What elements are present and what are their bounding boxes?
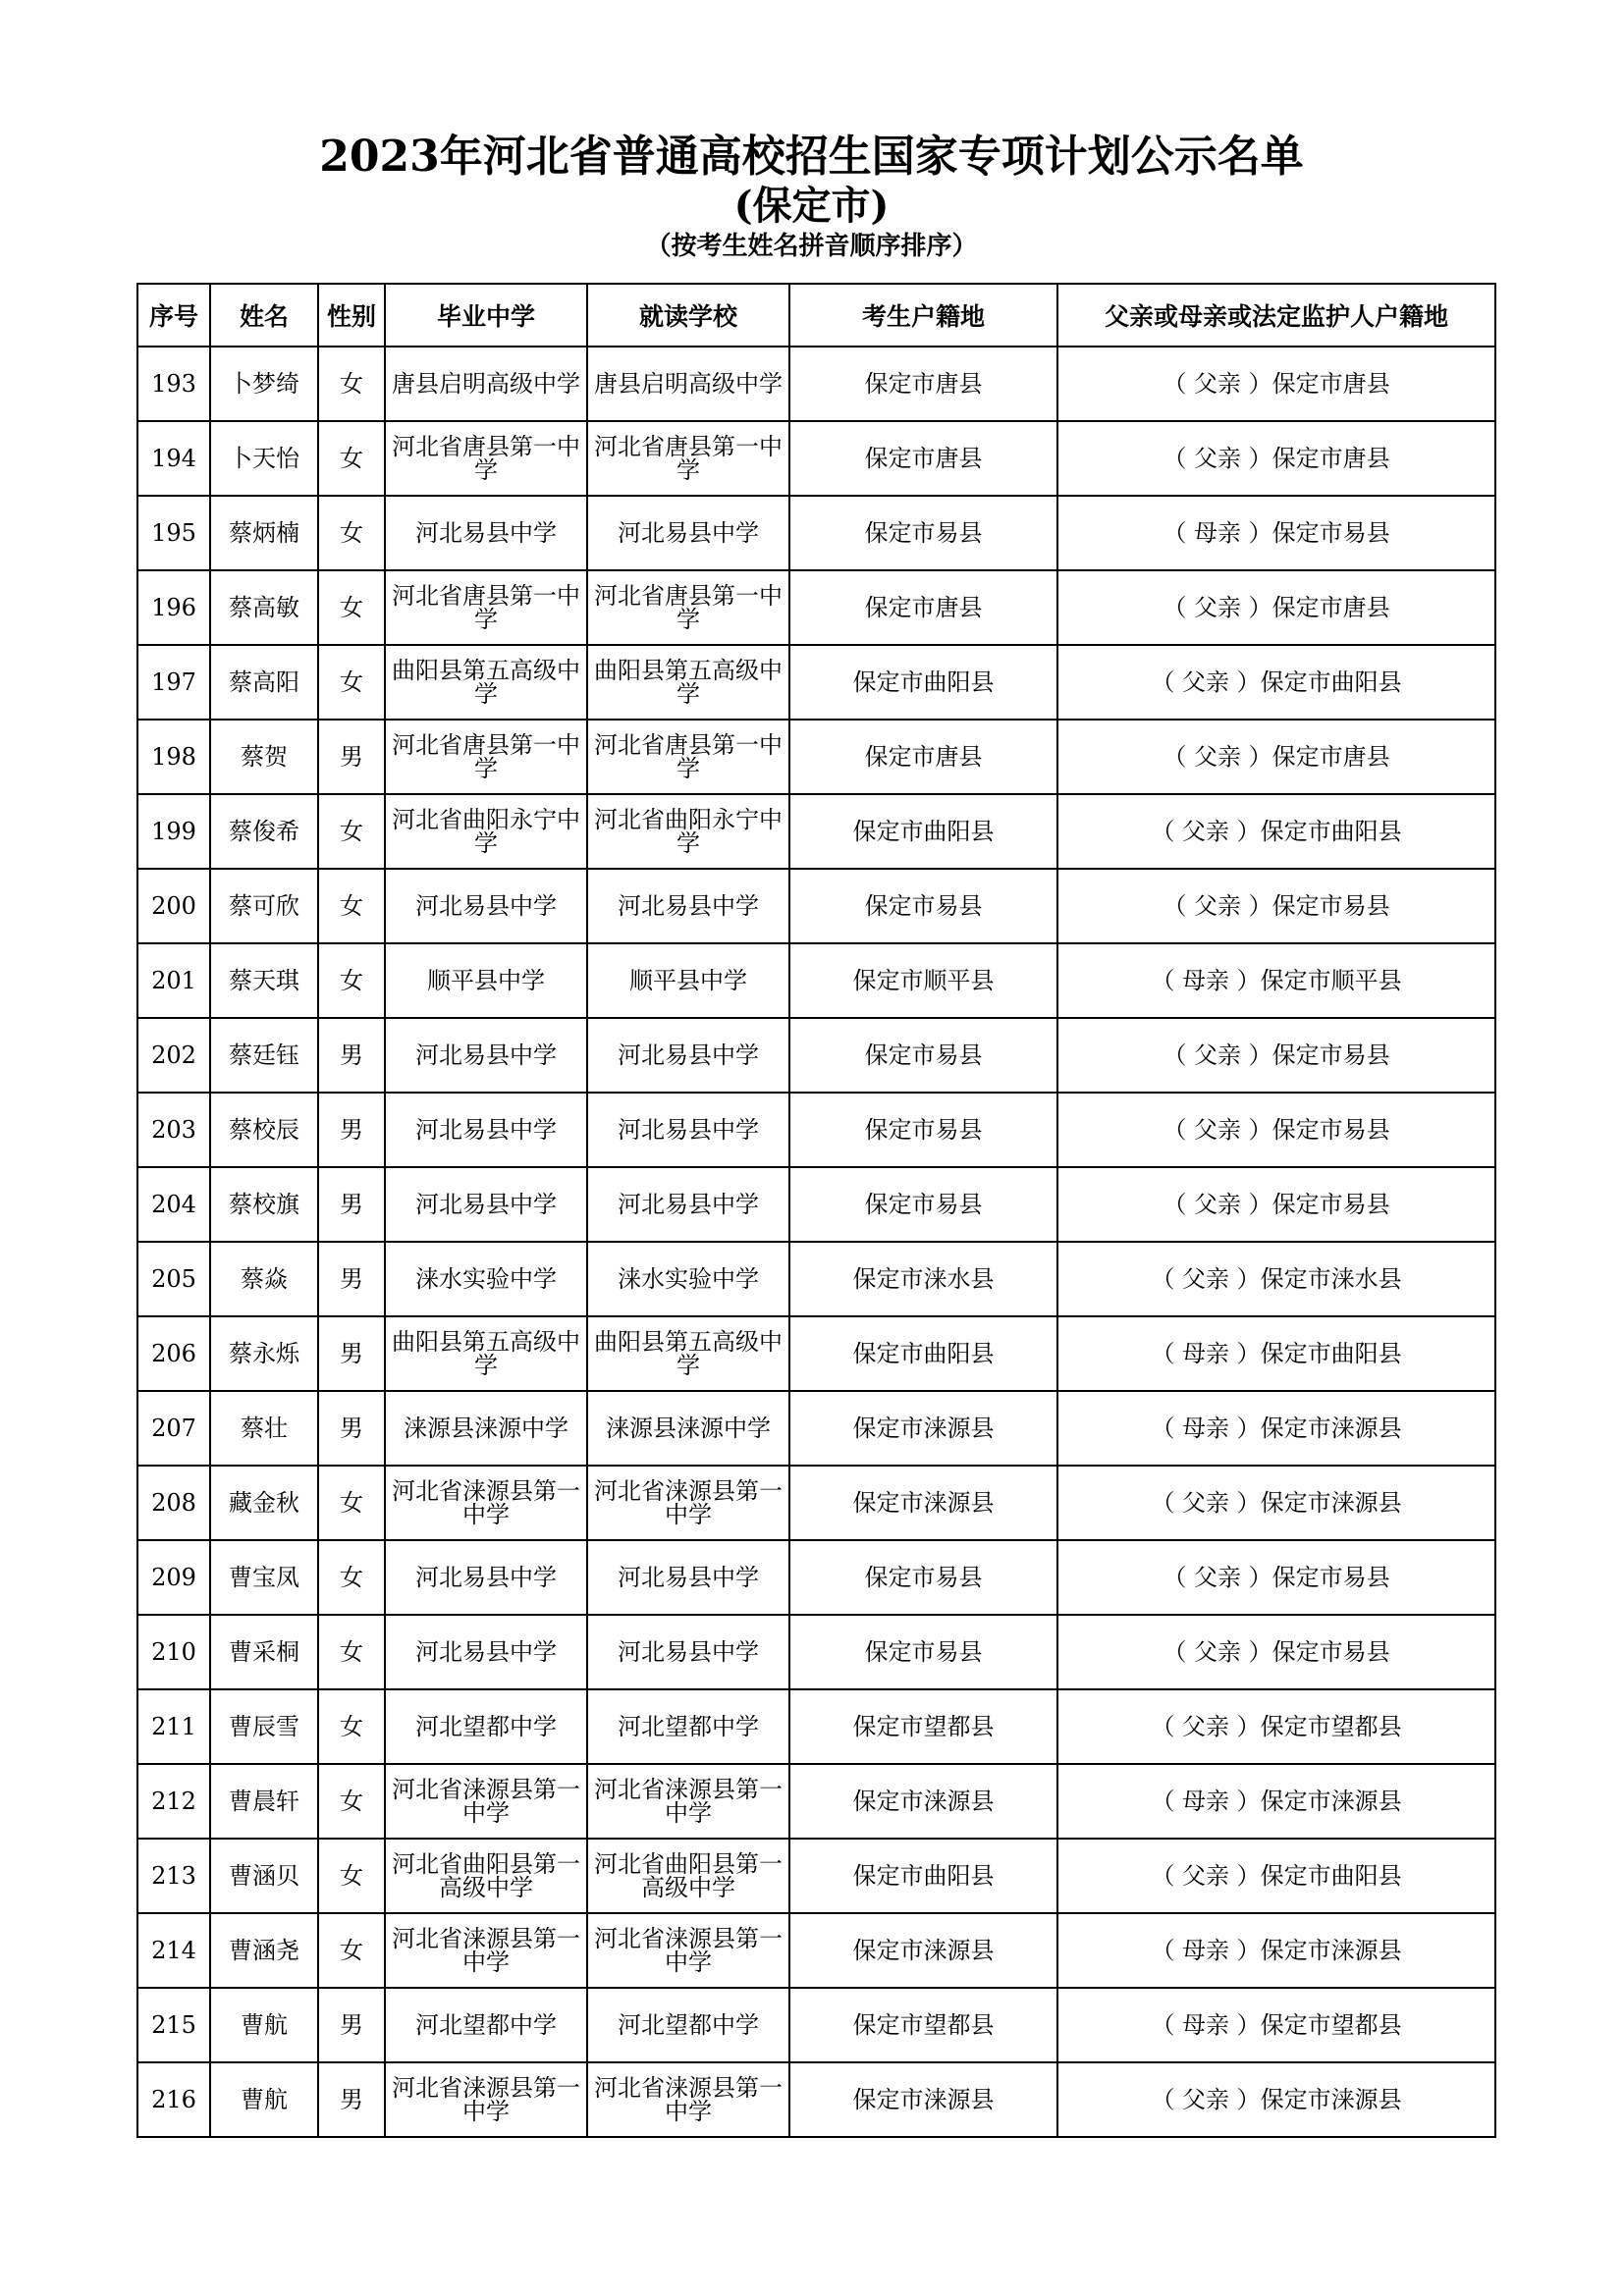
cell-current-school: 河北省涞源县第一中学	[587, 1913, 789, 1988]
cell-residence: 保定市易县	[789, 1615, 1057, 1689]
guardian-relation: （ 父亲 ）	[1163, 892, 1272, 920]
guardian-residence: 保定市易县	[1271, 1564, 1390, 1591]
cell-current-school: 河北省唐县第一中学	[587, 570, 789, 645]
cell-current-school: 河北望都中学	[587, 1988, 789, 2062]
page-subtitle: (保定市)	[733, 183, 890, 229]
table-row	[137, 1988, 1495, 2062]
guardian-relation: （ 母亲 ）	[1151, 1340, 1261, 1367]
cell-guardian-residence	[1057, 1391, 1495, 1466]
cell-gender: 男	[318, 1167, 385, 1242]
cell-gender: 女	[318, 1913, 385, 1988]
cell-residence: 保定市曲阳县	[789, 794, 1057, 869]
table-row	[137, 794, 1495, 869]
cell-guardian-residence	[1057, 347, 1495, 421]
guardian-residence: 保定市唐县	[1271, 445, 1390, 472]
guardian-relation: （ 父亲 ）	[1151, 2086, 1261, 2113]
cell-no: 204	[137, 1167, 210, 1242]
cell-grad-school: 河北省涞源县第一中学	[385, 1913, 587, 1988]
cell-guardian-residence	[1057, 1689, 1495, 1764]
guardian-residence: 保定市曲阳县	[1260, 818, 1402, 845]
cell-name: 蔡焱	[210, 1242, 318, 1316]
table-row	[137, 1466, 1495, 1540]
table-row	[137, 1913, 1495, 1988]
cell-residence: 保定市曲阳县	[789, 1839, 1057, 1913]
cell-name: 曹宝凤	[210, 1540, 318, 1615]
guardian-residence: 保定市唐县	[1271, 594, 1390, 621]
cell-name: 蔡廷钰	[210, 1018, 318, 1093]
table-row	[137, 1167, 1495, 1242]
cell-no: 201	[137, 943, 210, 1018]
cell-guardian-residence	[1057, 1466, 1495, 1540]
cell-residence: 保定市望都县	[789, 1689, 1057, 1764]
cell-no: 206	[137, 1316, 210, 1391]
cell-gender: 女	[318, 1764, 385, 1839]
cell-no: 211	[137, 1689, 210, 1764]
cell-grad-school: 河北省唐县第一中学	[385, 720, 587, 794]
cell-grad-school: 河北易县中学	[385, 869, 587, 943]
table-row	[137, 869, 1495, 943]
cell-grad-school: 河北省唐县第一中学	[385, 570, 587, 645]
cell-gender: 女	[318, 496, 385, 570]
cell-gender: 女	[318, 421, 385, 496]
cell-no: 210	[137, 1615, 210, 1689]
cell-name: 蔡永烁	[210, 1316, 318, 1391]
cell-name: 卜梦绮	[210, 347, 318, 421]
cell-current-school: 河北易县中学	[587, 1540, 789, 1615]
cell-residence: 保定市涞源县	[789, 1764, 1057, 1839]
guardian-residence: 保定市易县	[1271, 519, 1390, 547]
cell-guardian-residence	[1057, 1839, 1495, 1913]
cell-current-school: 河北省涞源县第一中学	[587, 2062, 789, 2137]
cell-gender: 男	[318, 1391, 385, 1466]
column-header-name: 姓名	[210, 284, 318, 347]
cell-no: 193	[137, 347, 210, 421]
cell-guardian-residence	[1057, 496, 1495, 570]
table-row	[137, 645, 1495, 720]
cell-grad-school: 河北省唐县第一中学	[385, 421, 587, 496]
cell-current-school: 河北易县中学	[587, 1167, 789, 1242]
table-row	[137, 1391, 1495, 1466]
guardian-relation: （ 母亲 ）	[1151, 967, 1261, 994]
column-header-current-school: 就读学校	[587, 284, 789, 347]
cell-grad-school: 河北易县中学	[385, 1540, 587, 1615]
cell-name: 蔡校辰	[210, 1093, 318, 1167]
cell-current-school: 顺平县中学	[587, 943, 789, 1018]
guardian-residence: 保定市唐县	[1271, 743, 1390, 771]
cell-grad-school: 涞源县涞源中学	[385, 1391, 587, 1466]
cell-gender: 男	[318, 2062, 385, 2137]
cell-residence: 保定市易县	[789, 496, 1057, 570]
guardian-relation: （ 母亲 ）	[1151, 1415, 1261, 1442]
cell-guardian-residence	[1057, 1913, 1495, 1988]
table-row	[137, 1316, 1495, 1391]
cell-residence: 保定市涞水县	[789, 1242, 1057, 1316]
cell-grad-school: 河北省曲阳永宁中学	[385, 794, 587, 869]
table-row	[137, 1615, 1495, 1689]
column-header-residence: 考生户籍地	[789, 284, 1057, 347]
cell-grad-school: 涞水实验中学	[385, 1242, 587, 1316]
guardian-residence: 保定市涞源县	[1260, 2086, 1402, 2113]
cell-current-school: 河北省曲阳县第一高级中学	[587, 1839, 789, 1913]
cell-no: 199	[137, 794, 210, 869]
table-row	[137, 1540, 1495, 1615]
table-row	[137, 1764, 1495, 1839]
cell-no: 197	[137, 645, 210, 720]
cell-grad-school: 河北易县中学	[385, 496, 587, 570]
cell-no: 208	[137, 1466, 210, 1540]
cell-residence: 保定市涞源县	[789, 1391, 1057, 1466]
cell-current-school: 唐县启明高级中学	[587, 347, 789, 421]
cell-guardian-residence	[1057, 794, 1495, 869]
cell-no: 207	[137, 1391, 210, 1466]
cell-current-school: 曲阳县第五高级中学	[587, 1316, 789, 1391]
cell-guardian-residence	[1057, 943, 1495, 1018]
cell-guardian-residence	[1057, 2062, 1495, 2137]
cell-no: 200	[137, 869, 210, 943]
cell-guardian-residence	[1057, 720, 1495, 794]
cell-guardian-residence	[1057, 1988, 1495, 2062]
cell-gender: 女	[318, 869, 385, 943]
cell-gender: 男	[318, 1018, 385, 1093]
cell-residence: 保定市唐县	[789, 720, 1057, 794]
cell-name: 曹航	[210, 1988, 318, 2062]
cell-residence: 保定市涞源县	[789, 1913, 1057, 1988]
cell-current-school: 河北省曲阳永宁中学	[587, 794, 789, 869]
cell-grad-school: 河北省涞源县第一中学	[385, 2062, 587, 2137]
cell-grad-school: 河北易县中学	[385, 1093, 587, 1167]
cell-residence: 保定市易县	[789, 1093, 1057, 1167]
cell-name: 曹涵尧	[210, 1913, 318, 1988]
cell-guardian-residence	[1057, 645, 1495, 720]
guardian-residence: 保定市易县	[1271, 892, 1390, 920]
cell-residence: 保定市易县	[789, 1540, 1057, 1615]
cell-grad-school: 河北望都中学	[385, 1689, 587, 1764]
cell-residence: 保定市涞源县	[789, 2062, 1057, 2137]
cell-grad-school: 河北省曲阳县第一高级中学	[385, 1839, 587, 1913]
table-row	[137, 421, 1495, 496]
cell-grad-school: 河北望都中学	[385, 1988, 587, 2062]
table-row	[137, 2062, 1495, 2137]
cell-gender: 女	[318, 1839, 385, 1913]
cell-current-school: 河北省涞源县第一中学	[587, 1466, 789, 1540]
table-row	[137, 1839, 1495, 1913]
cell-guardian-residence	[1057, 1167, 1495, 1242]
cell-gender: 男	[318, 1093, 385, 1167]
cell-guardian-residence	[1057, 1018, 1495, 1093]
cell-guardian-residence	[1057, 1316, 1495, 1391]
table-row	[137, 720, 1495, 794]
cell-name: 蔡可欣	[210, 869, 318, 943]
column-header-grad-school: 毕业中学	[385, 284, 587, 347]
guardian-residence: 保定市涞水县	[1260, 1265, 1402, 1293]
cell-residence: 保定市易县	[789, 869, 1057, 943]
guardian-relation: （ 父亲 ）	[1163, 1564, 1272, 1591]
table-row	[137, 1018, 1495, 1093]
cell-grad-school: 河北省涞源县第一中学	[385, 1466, 587, 1540]
cell-grad-school: 河北易县中学	[385, 1018, 587, 1093]
cell-grad-school: 河北省涞源县第一中学	[385, 1764, 587, 1839]
cell-residence: 保定市曲阳县	[789, 645, 1057, 720]
page-title: 2023年河北省普通高校招生国家专项计划公示名单	[319, 132, 1304, 182]
cell-name: 蔡高敏	[210, 570, 318, 645]
cell-gender: 男	[318, 720, 385, 794]
cell-residence: 保定市唐县	[789, 421, 1057, 496]
cell-current-school: 涞水实验中学	[587, 1242, 789, 1316]
guardian-residence: 保定市望都县	[1260, 1713, 1402, 1740]
guardian-residence: 保定市顺平县	[1260, 967, 1402, 994]
cell-name: 曹采桐	[210, 1615, 318, 1689]
guardian-residence: 保定市曲阳县	[1260, 1862, 1402, 1890]
guardian-residence: 保定市曲阳县	[1260, 1340, 1402, 1367]
guardian-relation: （ 父亲 ）	[1151, 1862, 1261, 1890]
guardian-relation: （ 父亲 ）	[1151, 668, 1261, 696]
cell-name: 卜天怡	[210, 421, 318, 496]
cell-no: 214	[137, 1913, 210, 1988]
cell-gender: 男	[318, 1242, 385, 1316]
cell-name: 曹航	[210, 2062, 318, 2137]
cell-current-school: 河北易县中学	[587, 496, 789, 570]
cell-grad-school: 河北易县中学	[385, 1615, 587, 1689]
table-row	[137, 347, 1495, 421]
cell-current-school: 河北易县中学	[587, 1093, 789, 1167]
guardian-relation: （ 父亲 ）	[1151, 1489, 1261, 1517]
guardian-relation: （ 父亲 ）	[1163, 1116, 1272, 1144]
guardian-residence: 保定市易县	[1271, 1638, 1390, 1666]
guardian-relation: （ 父亲 ）	[1163, 743, 1272, 771]
cell-no: 198	[137, 720, 210, 794]
cell-name: 蔡校旗	[210, 1167, 318, 1242]
guardian-relation: （ 父亲 ）	[1163, 1191, 1272, 1218]
guardian-residence: 保定市易县	[1271, 1191, 1390, 1218]
table-header	[137, 284, 1495, 347]
cell-current-school: 河北省唐县第一中学	[587, 421, 789, 496]
cell-no: 215	[137, 1988, 210, 2062]
table-row	[137, 1689, 1495, 1764]
cell-current-school: 河北易县中学	[587, 869, 789, 943]
guardian-relation: （ 父亲 ）	[1163, 1041, 1272, 1069]
guardian-relation: （ 父亲 ）	[1151, 818, 1261, 845]
table-row	[137, 570, 1495, 645]
guardian-residence: 保定市易县	[1271, 1041, 1390, 1069]
roster-table	[136, 283, 1496, 2138]
table-row	[137, 1242, 1495, 1316]
cell-no: 209	[137, 1540, 210, 1615]
guardian-residence: 保定市曲阳县	[1260, 668, 1402, 696]
guardian-residence: 保定市涞源县	[1260, 1415, 1402, 1442]
guardian-residence: 保定市涞源县	[1260, 1788, 1402, 1815]
cell-no: 202	[137, 1018, 210, 1093]
guardian-residence: 保定市易县	[1271, 1116, 1390, 1144]
cell-grad-school: 曲阳县第五高级中学	[385, 645, 587, 720]
cell-residence: 保定市唐县	[789, 347, 1057, 421]
cell-grad-school: 唐县启明高级中学	[385, 347, 587, 421]
guardian-residence: 保定市望都县	[1260, 2011, 1402, 2039]
cell-residence: 保定市望都县	[789, 1988, 1057, 2062]
cell-name: 曹辰雪	[210, 1689, 318, 1764]
cell-gender: 女	[318, 943, 385, 1018]
cell-guardian-residence	[1057, 1540, 1495, 1615]
cell-grad-school: 曲阳县第五高级中学	[385, 1316, 587, 1391]
guardian-relation: （ 母亲 ）	[1163, 519, 1272, 547]
cell-no: 205	[137, 1242, 210, 1316]
cell-gender: 女	[318, 1615, 385, 1689]
guardian-residence: 保定市涞源县	[1260, 1937, 1402, 1964]
sort-note: （按考生姓名拼音顺序排序）	[645, 232, 978, 261]
cell-name: 蔡俊希	[210, 794, 318, 869]
cell-guardian-residence	[1057, 1615, 1495, 1689]
cell-name: 蔡高阳	[210, 645, 318, 720]
cell-residence: 保定市涞源县	[789, 1466, 1057, 1540]
guardian-relation: （ 父亲 ）	[1163, 594, 1272, 621]
table-row	[137, 1093, 1495, 1167]
guardian-relation: （ 父亲 ）	[1163, 1638, 1272, 1666]
cell-residence: 保定市唐县	[789, 570, 1057, 645]
guardian-relation: （ 母亲 ）	[1151, 1937, 1261, 1964]
guardian-residence: 保定市涞源县	[1260, 1489, 1402, 1517]
column-header-no: 序号	[137, 284, 210, 347]
cell-gender: 女	[318, 1466, 385, 1540]
cell-residence: 保定市曲阳县	[789, 1316, 1057, 1391]
cell-current-school: 河北易县中学	[587, 1018, 789, 1093]
cell-gender: 男	[318, 1988, 385, 2062]
column-header-gender: 性别	[318, 284, 385, 347]
cell-current-school: 河北省涞源县第一中学	[587, 1764, 789, 1839]
cell-grad-school: 顺平县中学	[385, 943, 587, 1018]
cell-guardian-residence	[1057, 1093, 1495, 1167]
cell-residence: 保定市顺平县	[789, 943, 1057, 1018]
cell-guardian-residence	[1057, 869, 1495, 943]
table-row	[137, 943, 1495, 1018]
guardian-residence: 保定市唐县	[1271, 370, 1390, 398]
cell-name: 藏金秋	[210, 1466, 318, 1540]
cell-residence: 保定市易县	[789, 1167, 1057, 1242]
cell-residence: 保定市易县	[789, 1018, 1057, 1093]
table-row	[137, 496, 1495, 570]
cell-gender: 女	[318, 570, 385, 645]
cell-guardian-residence	[1057, 421, 1495, 496]
cell-name: 蔡壮	[210, 1391, 318, 1466]
cell-name: 蔡贺	[210, 720, 318, 794]
cell-current-school: 曲阳县第五高级中学	[587, 645, 789, 720]
cell-name: 蔡炳楠	[210, 496, 318, 570]
cell-no: 212	[137, 1764, 210, 1839]
cell-no: 216	[137, 2062, 210, 2137]
cell-name: 蔡天琪	[210, 943, 318, 1018]
cell-no: 203	[137, 1093, 210, 1167]
cell-name: 曹涵贝	[210, 1839, 318, 1913]
cell-guardian-residence	[1057, 570, 1495, 645]
cell-name: 曹晨轩	[210, 1764, 318, 1839]
cell-current-school: 涞源县涞源中学	[587, 1391, 789, 1466]
cell-no: 196	[137, 570, 210, 645]
table-body	[137, 347, 1495, 2137]
cell-gender: 女	[318, 1540, 385, 1615]
cell-no: 195	[137, 496, 210, 570]
guardian-relation: （ 母亲 ）	[1151, 1788, 1261, 1815]
guardian-relation: （ 父亲 ）	[1151, 1265, 1261, 1293]
cell-guardian-residence	[1057, 1764, 1495, 1839]
header-row	[137, 284, 1495, 347]
cell-current-school: 河北易县中学	[587, 1615, 789, 1689]
cell-grad-school: 河北易县中学	[385, 1167, 587, 1242]
cell-gender: 男	[318, 1316, 385, 1391]
guardian-relation: （ 母亲 ）	[1151, 2011, 1261, 2039]
cell-gender: 女	[318, 645, 385, 720]
cell-current-school: 河北望都中学	[587, 1689, 789, 1764]
guardian-relation: （ 父亲 ）	[1151, 1713, 1261, 1740]
cell-guardian-residence	[1057, 1242, 1495, 1316]
guardian-relation: （ 父亲 ）	[1163, 445, 1272, 472]
cell-no: 213	[137, 1839, 210, 1913]
cell-current-school: 河北省唐县第一中学	[587, 720, 789, 794]
guardian-relation: （ 父亲 ）	[1163, 370, 1272, 398]
cell-gender: 女	[318, 347, 385, 421]
column-header-guardian-residence: 父亲或母亲或法定监护人户籍地	[1057, 284, 1495, 347]
cell-no: 194	[137, 421, 210, 496]
cell-gender: 女	[318, 1689, 385, 1764]
cell-gender: 女	[318, 794, 385, 869]
